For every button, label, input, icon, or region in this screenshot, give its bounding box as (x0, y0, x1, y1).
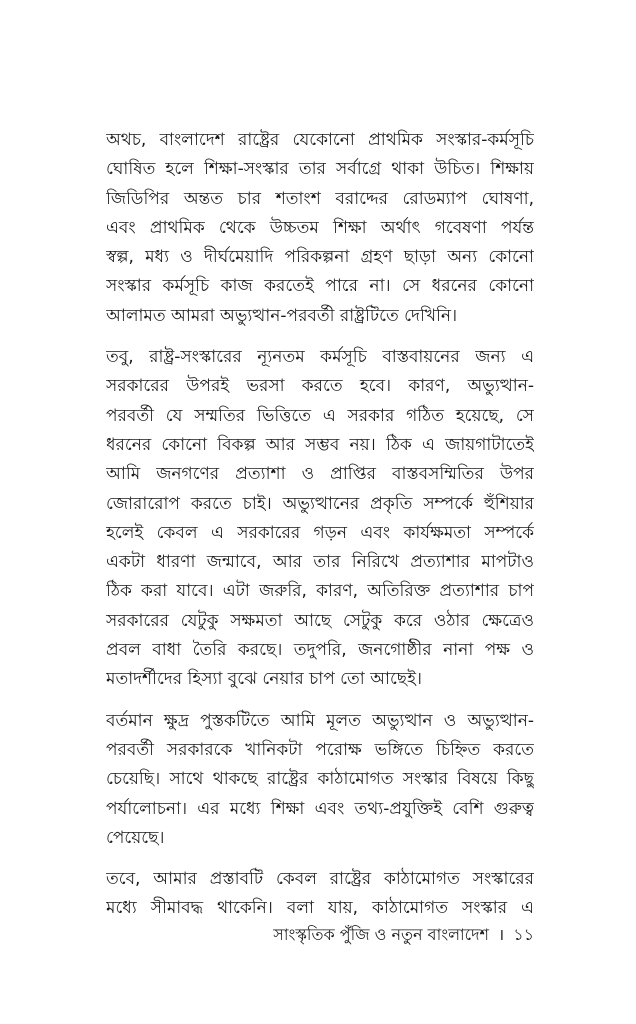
text-line: প্রবল বাধা তৈরি করছে। তদুপরি, জনগোষ্ঠীর নানা পক্ষ ও (106, 640, 534, 661)
text-line: তবু, রাষ্ট্র-সংস্কারের ন্যূনতম কর্মসূচি বাস্তবায়নের জন্য এ (106, 347, 534, 368)
text-line: মতাদর্শীদের হিস্যা বুঝে নেয়ার চাপ তো আছেই। (106, 669, 423, 690)
running-title: সাংস্কৃতিক পুঁজি ও নতুন বাংলাদেশ (273, 925, 489, 944)
text-line: ধরনের কোনো বিকল্প আর সম্ভব নয়। ঠিক এ জায়গাটাতেই (106, 434, 534, 455)
text-line: সরকারের যেটুকু সক্ষমতা আছে সেটুকু করে ওঠার ক্ষেত্রেও (106, 610, 534, 631)
paragraph-2 (106, 343, 534, 695)
text-line: পেয়েছে। (106, 827, 165, 848)
text-line: বর্তমান ক্ষুদ্র পুস্তকটিতে আমি মূলত অভ্যুত্থান ও অভ্যুত্থান- (106, 710, 534, 731)
paragraph-1 (106, 126, 534, 331)
text-line: চেয়েছি। সাথে থাকছে রাষ্ট্রের কাঠামোগত সংস্কার বিষয়ে কিছু (106, 769, 534, 790)
text-line: পরবর্তী সরকারকে খানিকটা পরোক্ষ ভঙ্গিতে চিহ্নিত করতে (106, 739, 534, 760)
text-line: জোরারোপ করতে চাই। অভ্যুত্থানের প্রকৃতি সম্পর্কে হুঁশিয়ার (106, 493, 534, 514)
text-line: স্বল্প, মধ্য ও দীর্ঘমেয়াদি পরিকল্পনা গ্রহণ ছাড়া অন্য কোনো (106, 247, 534, 268)
footer-separator: । (498, 925, 505, 944)
text-line: সংস্কার কর্মসূচি কাজ করতেই পারে না। সে ধরনের কোনো (106, 276, 534, 297)
text-line: পর্যালোচনা। এর মধ্যে শিক্ষা এবং তথ্য-প্রযুক্তিই বেশি গুরুত্ব (106, 798, 534, 819)
text-line: ঘোষিত হলে শিক্ষা-সংস্কার তার সর্বাগ্রে থাকা উচিত। শিক্ষায় (106, 159, 534, 180)
paragraph-4 (106, 865, 534, 924)
text-line: অথচ, বাংলাদেশ রাষ্ট্রের যেকোনো প্রাথমিক সংস্কার-কর্মসূচি (106, 130, 534, 150)
text-line: ঠিক করা যাবে। এটা জরুরি, কারণ, অতিরিক্ত প্রত্যাশার চাপ (106, 581, 534, 602)
text-line: হলেই কেবল এ সরকারের গড়ন এবং কার্যক্ষমতা সম্পর্কে (106, 522, 534, 543)
text-line: জিডিপির অন্তত চার শতাংশ বরাদ্দের রোডম্যাপ ঘোষণা, (106, 188, 534, 209)
page-footer (273, 924, 534, 946)
text-line: সরকারের উপরই ভরসা করতে হবে। কারণ, অভ্যুত্থান- (106, 376, 534, 397)
paragraph-3 (106, 707, 534, 853)
text-line: একটা ধারণা জন্মাবে, আর তার নিরিখে প্রত্যাশার মাপটাও (106, 552, 534, 573)
text-line: এবং প্রাথমিক থেকে উচ্চতম শিক্ষা অর্থাৎ গবেষণা পর্যন্ত (106, 217, 534, 238)
body-text (106, 126, 534, 936)
text-line: পরবর্তী যে সম্মতির ভিত্তিতে এ সরকার গঠিত হয়েছে, সে (106, 405, 534, 426)
text-line: আলামত আমরা অভ্যুত্থান-পরবর্তী রাষ্ট্রটিতে দেখিনি। (106, 305, 458, 326)
text-line: আমি জনগণের প্রত্যাশা ও প্রাপ্তির বাস্তবসম্মিতির উপর (106, 464, 534, 485)
text-line: মধ্যে সীমাবদ্ধ থাকেনি। বলা যায়, কাঠামোগত সংস্কার এ (106, 898, 534, 919)
text-line: তবে, আমার প্রস্তাবটি কেবল রাষ্ট্রের কাঠামোগত সংস্কারের (106, 869, 534, 890)
page-number: ১১ (513, 925, 534, 944)
